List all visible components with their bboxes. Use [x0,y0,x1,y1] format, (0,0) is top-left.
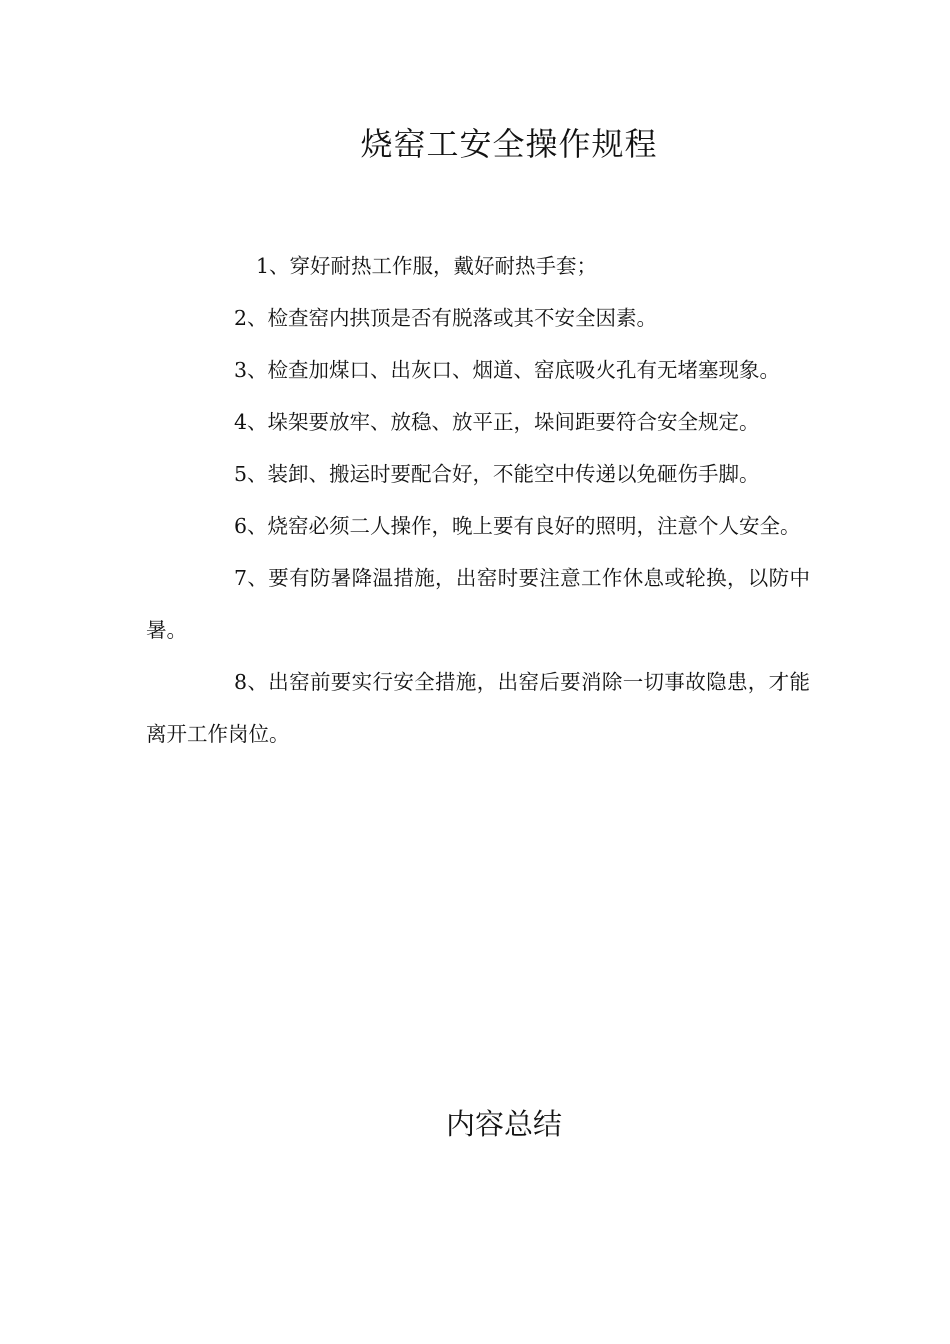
list-item: 7、要有防暑降温措施，出窑时要注意工作休息或轮换，以防中暑。 [146,566,810,642]
list-item: 1、穿好耐热工作服，戴好耐热手套； [256,254,598,278]
list-item: 8、出窑前要实行安全措施，出窑后要消除一切事故隐患，才能离开工作岗位。 [146,670,810,746]
page-title: 烧窑工安全操作规程 [360,125,658,163]
list-item: 4、垛架要放牢、放稳、放平正，垛间距要符合安全规定。 [234,410,760,434]
list-item: 5、装卸、搬运时要配合好，不能空中传递以免砸伤手脚。 [234,462,760,486]
summary-heading: 内容总结 [445,1107,562,1141]
list-item: 2、检查窑内拱顶是否有脱落或其不安全因素。 [234,306,658,330]
list-item: 6、烧窑必须二人操作，晚上要有良好的照明，注意个人安全。 [234,514,801,538]
document-body [146,240,810,760]
list-item: 3、检查加煤口、出灰口、烟道、窑底吸火孔有无堵塞现象。 [234,358,781,382]
